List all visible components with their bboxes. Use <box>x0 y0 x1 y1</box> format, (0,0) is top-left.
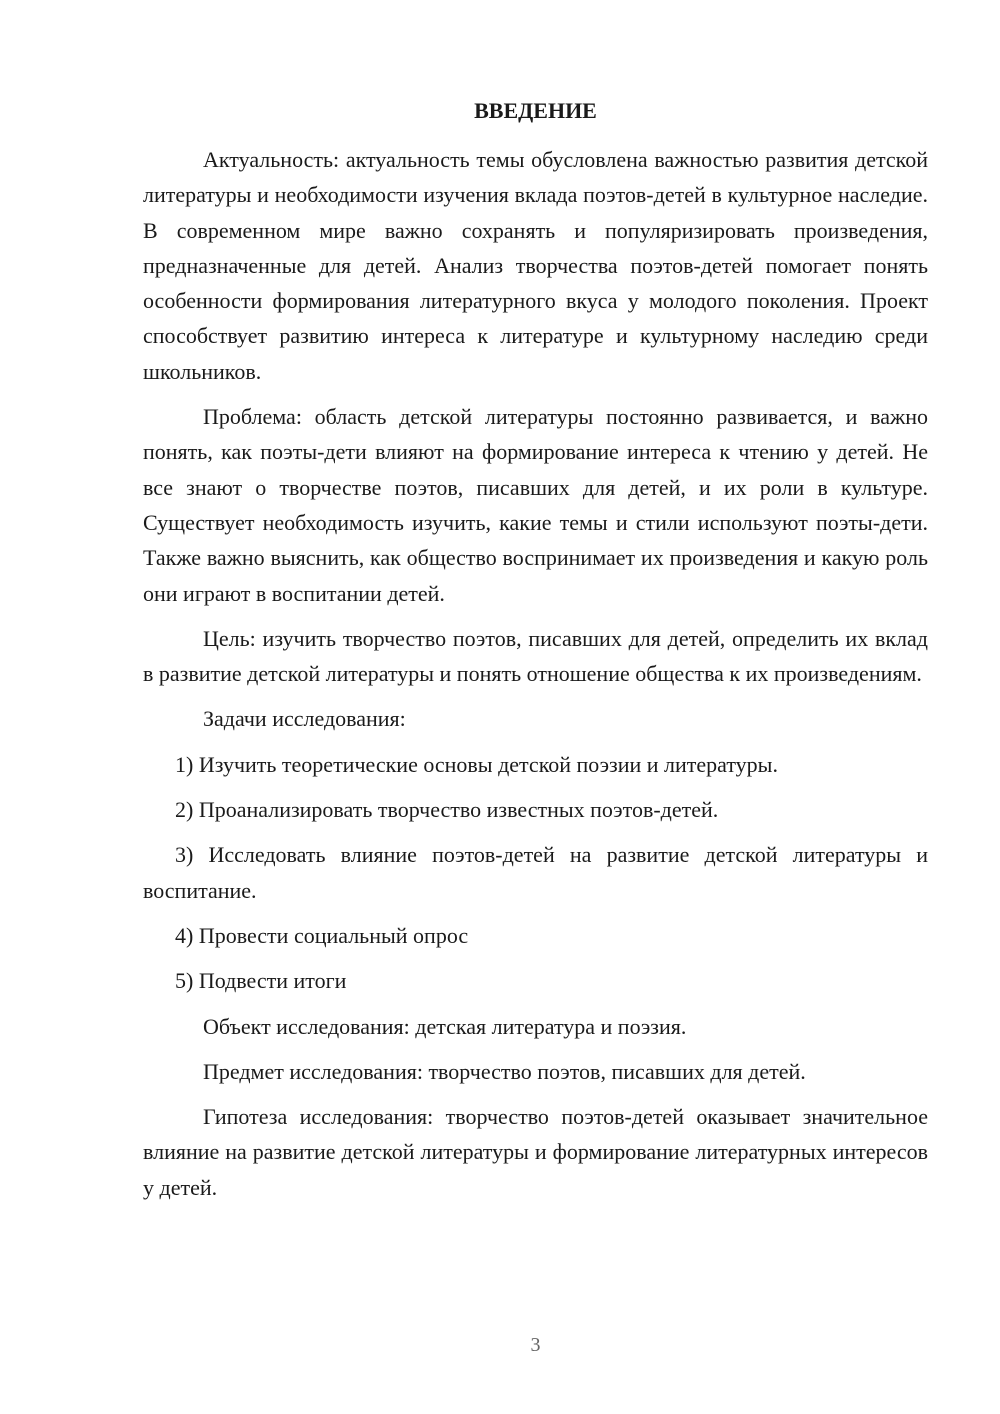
page-number: 3 <box>530 1334 541 1356</box>
task-item-5: 5) Подвести итоги <box>175 968 347 994</box>
page-title: ВВЕДЕНИЕ <box>474 98 597 123</box>
task-item-2: 2) Проанализировать творчество известных поэтов-детей. <box>175 797 719 823</box>
paragraph-problem: Проблема: область детской литературы постоянно развивается, и важно понять, как поэты-дети влияют на формирование интереса к чтению у детей. Не все знают о творчестве поэтов, писавших для детей, и их роли в культуре. Существует необходимость изучить, какие темы и стили используют поэты-дети. Также важно выяснить, как общество воспринимает их произведения и какую роль они играют в воспитании детей. <box>143 404 928 606</box>
document-page <box>143 0 928 1414</box>
task-item-3: 3) Исследовать влияние поэтов-детей на развитие детской литературы и воспитание. <box>143 842 928 903</box>
paragraph-goal: Цель: изучить творчество поэтов, писавших для детей, определить их вклад в развитие детской литературы и понять отношение общества к их произведениям. <box>143 625 928 687</box>
document-body <box>143 142 928 1215</box>
paragraph-tasks-heading: Задачи исследования: <box>203 706 406 732</box>
paragraph-object: Объект исследования: детская литература и поэзия. <box>203 1013 687 1039</box>
paragraph-hypothesis: Гипотеза исследования: творчество поэтов-детей оказывает значительное влияние на развитие детской литературы и формирование литературных интересов у детей. <box>143 1104 928 1200</box>
paragraph-relevance: Актуальность: актуальность темы обусловлена важностью развития детской литературы и необходимости изучения вклада поэтов-детей в культурное наследие. В современном мире важно сохранять и популяризировать произведения, предназначенные для детей. Анализ творчества поэтов-детей помогает понять особенности формирования литературного вкуса у молодого поколения. Проект способствует развитию интереса к литературе и культурному наследию среди школьников. <box>143 147 928 384</box>
paragraph-subject: Предмет исследования: творчество поэтов, писавших для детей. <box>203 1058 806 1084</box>
task-item-4: 4) Провести социальный опрос <box>175 922 469 948</box>
task-item-1: 1) Изучить теоретические основы детской поэзии и литературы. <box>175 751 778 777</box>
